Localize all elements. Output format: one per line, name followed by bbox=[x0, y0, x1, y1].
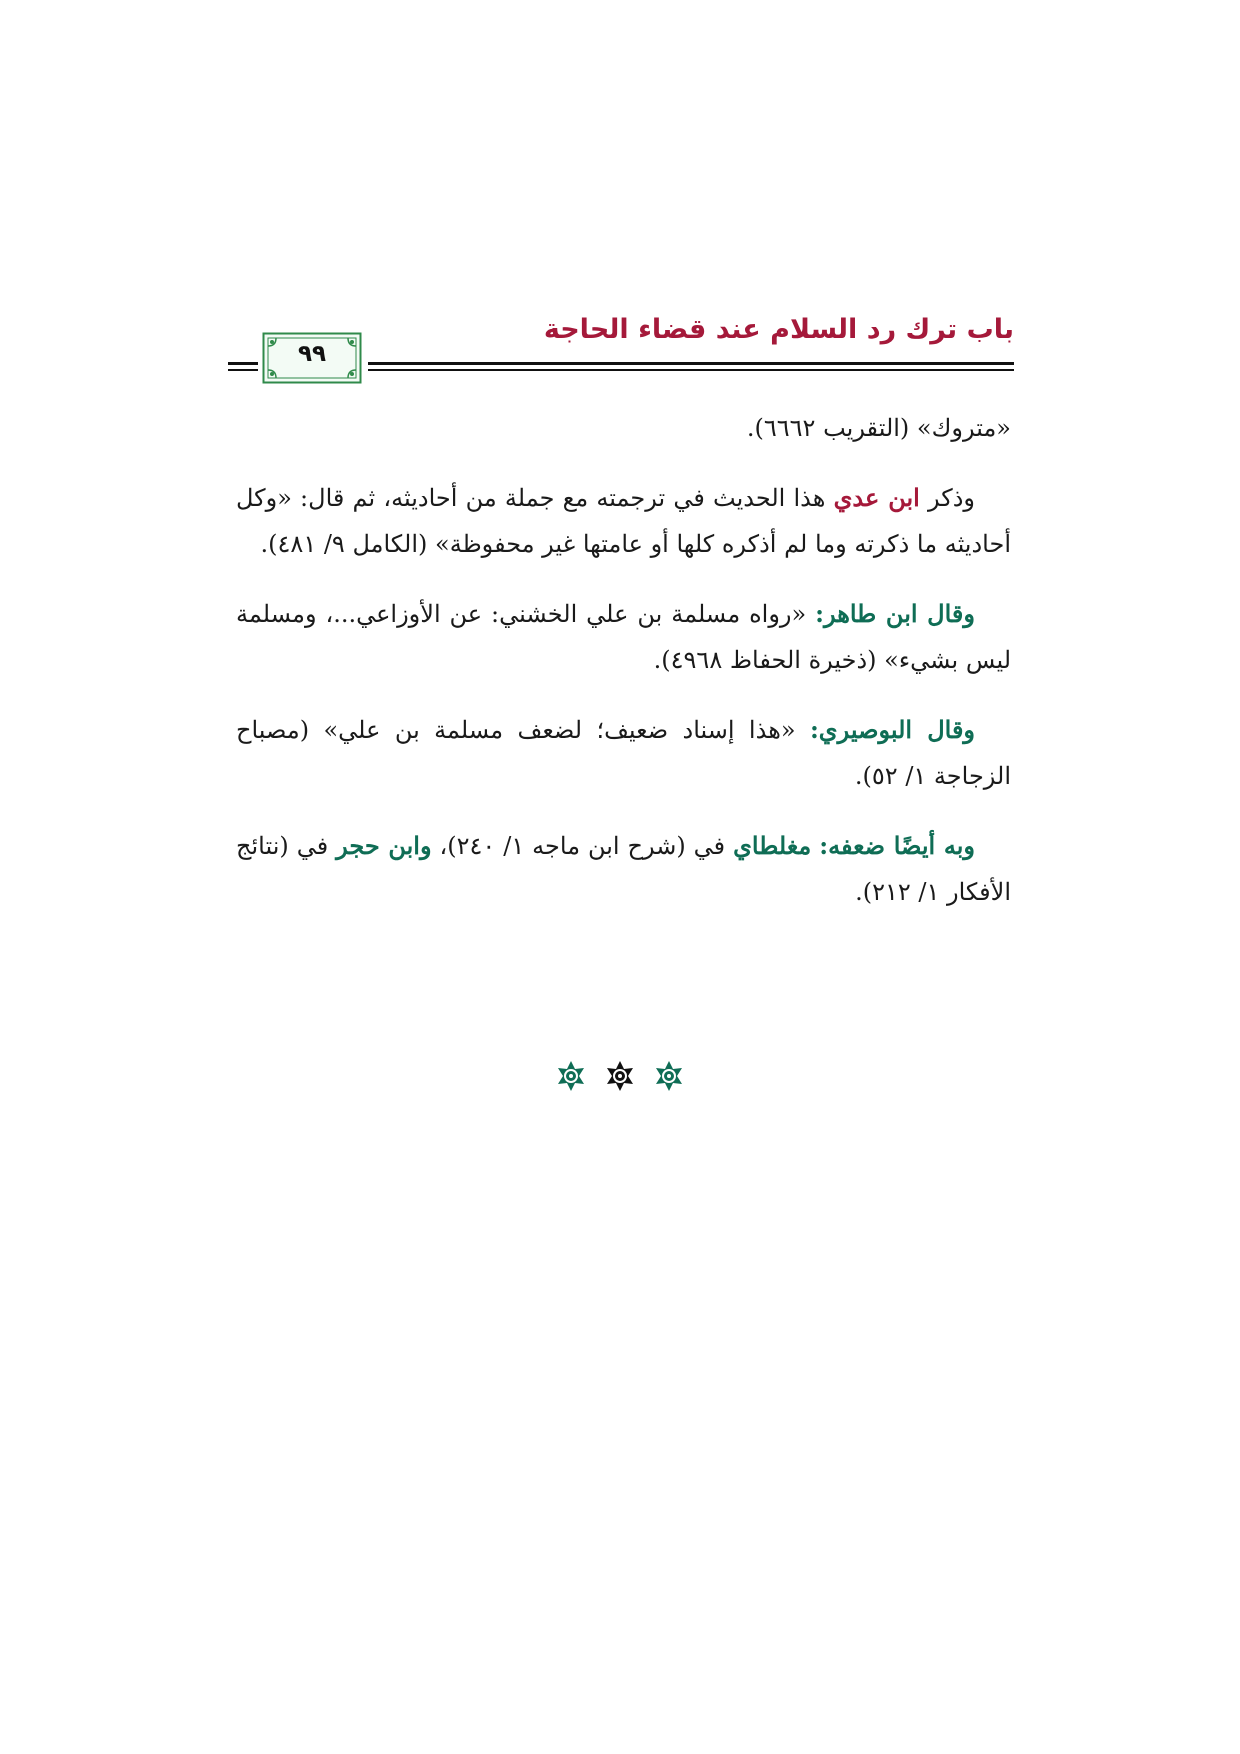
highlighted-name: وبه أيضًا ضعفه: bbox=[819, 831, 975, 860]
section-separator bbox=[0, 1060, 1240, 1096]
paragraph bbox=[236, 707, 1011, 799]
header-rule-left bbox=[228, 362, 258, 365]
paragraph bbox=[236, 591, 1011, 683]
header-rule-left-inner bbox=[228, 369, 258, 371]
text-run: في (نتائج الأفكار ١/ ٢١٢). bbox=[236, 832, 1011, 906]
header-rule-inner bbox=[368, 369, 1014, 371]
highlighted-name: وقال البوصيري: bbox=[809, 715, 975, 744]
highlighted-name: ابن عدي bbox=[833, 483, 920, 512]
text-run: «هذا إسناد ضعيف؛ لضعف مسلمة بن علي» (مصباح الزجاجة ١/ ٥٢). bbox=[236, 716, 1011, 790]
highlighted-name: وابن حجر bbox=[336, 831, 432, 860]
paragraph bbox=[236, 405, 1011, 451]
highlighted-name: مغلطاي bbox=[733, 831, 812, 860]
text-run: في (شرح ابن ماجه ١/ ٢٤٠)، bbox=[431, 832, 734, 860]
text-run: وذكر bbox=[919, 484, 975, 512]
paragraph bbox=[236, 475, 1011, 567]
flower-ornament-icon bbox=[555, 1060, 587, 1092]
text-run: «متروك» (التقريب ٦٦٦٢). bbox=[746, 414, 1011, 442]
highlighted-name: وقال ابن طاهر: bbox=[815, 599, 975, 628]
header-rule bbox=[368, 362, 1014, 365]
page-number: ٩٩ bbox=[297, 341, 327, 367]
main-text bbox=[236, 405, 1011, 939]
text-run: «رواه مسلمة بن علي الخشني: عن الأوزاعي...، ومسلمة ليس بشيء» (ذخيرة الحفاظ ٤٩٦٨). bbox=[236, 600, 1011, 674]
paragraph bbox=[236, 823, 1011, 915]
flower-ornament-icon bbox=[653, 1060, 685, 1092]
page-header bbox=[228, 312, 1014, 384]
chapter-title: باب ترك رد السلام عند قضاء الحاجة bbox=[543, 314, 1014, 345]
text-run: هذا الحديث في ترجمته مع جملة من أحاديثه، ثم قال: «وكل أحاديثه ما ذكرته وما لم أذكره كلها أو عامتها غير محفوظة» (الكامل ٩/ ٤٨١). bbox=[236, 484, 1011, 558]
flower-ornament-icon bbox=[604, 1060, 636, 1092]
page-number-frame bbox=[262, 332, 362, 384]
